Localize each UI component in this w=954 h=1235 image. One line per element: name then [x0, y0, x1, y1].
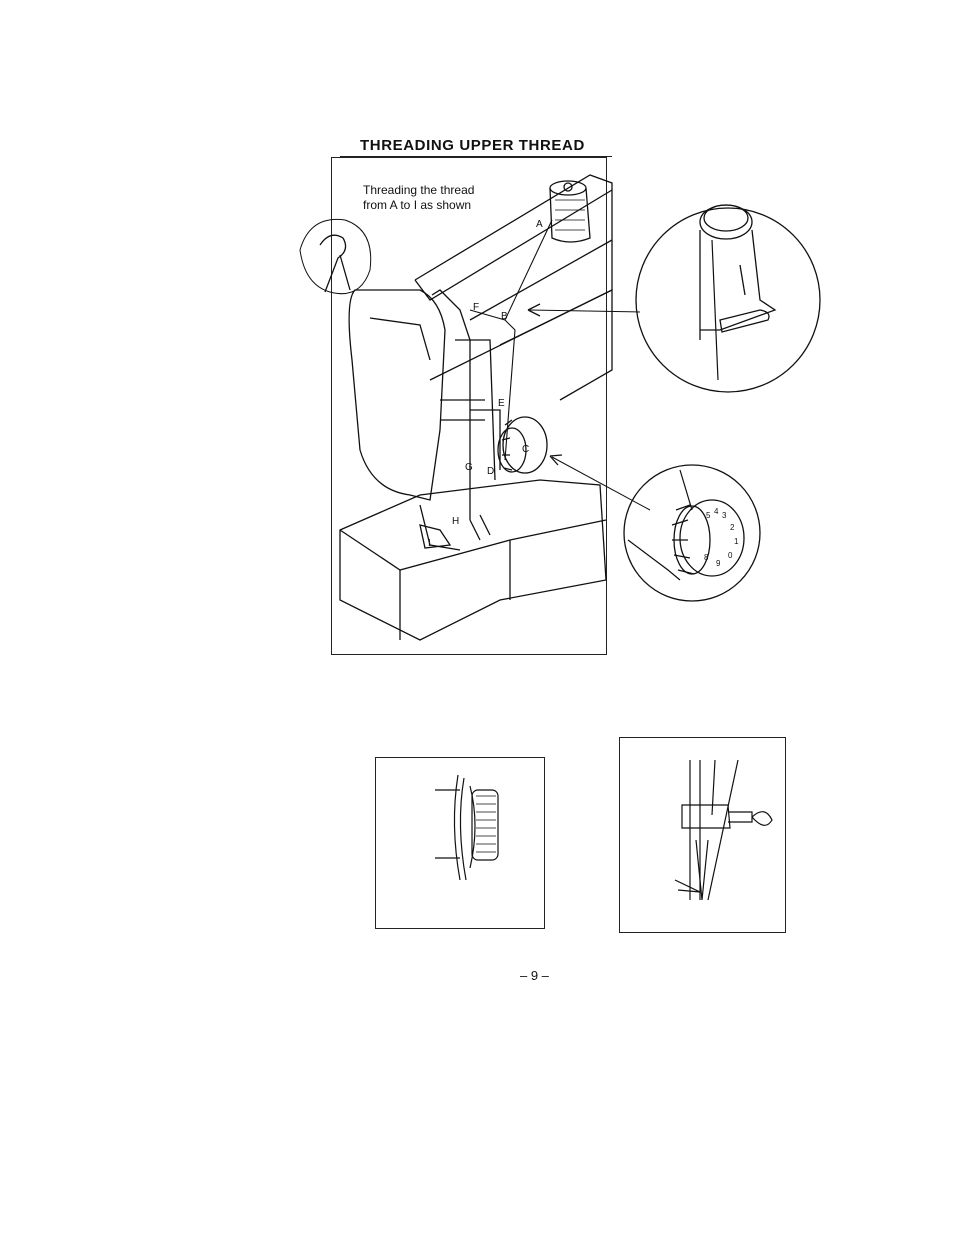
dial-number: 3: [722, 511, 727, 520]
label-a: A: [536, 219, 543, 230]
machine-bed: [340, 480, 606, 640]
label-c: C: [522, 444, 530, 455]
caption: [363, 183, 474, 213]
dial-number: 4: [714, 507, 719, 516]
caption-line: Threading the thread: [363, 183, 475, 197]
tension-callout: [624, 465, 760, 601]
label-g: G: [465, 462, 473, 473]
dial-number: 8: [704, 553, 709, 562]
dial-number: 0: [728, 551, 733, 560]
label-i: I: [428, 538, 431, 549]
dial-number: 5: [706, 511, 711, 520]
label-e: E: [498, 398, 505, 409]
thread-guide-callout: [636, 208, 820, 392]
dial-number: 1: [734, 537, 739, 546]
label-b: B: [501, 311, 508, 322]
page-title: THREADING UPPER THREAD: [360, 137, 585, 154]
page-number: – 9 –: [520, 968, 549, 983]
caption-line: from A to I as shown: [363, 198, 472, 212]
hook-callout: [300, 219, 371, 293]
dial-number: 9: [716, 559, 721, 568]
label-f: F: [473, 302, 480, 313]
needle-threading-figure: [619, 737, 786, 933]
label-d: D: [487, 466, 495, 477]
tension-disc-figure: [375, 757, 545, 929]
label-h: H: [452, 516, 460, 527]
dial-number: 2: [730, 523, 735, 532]
